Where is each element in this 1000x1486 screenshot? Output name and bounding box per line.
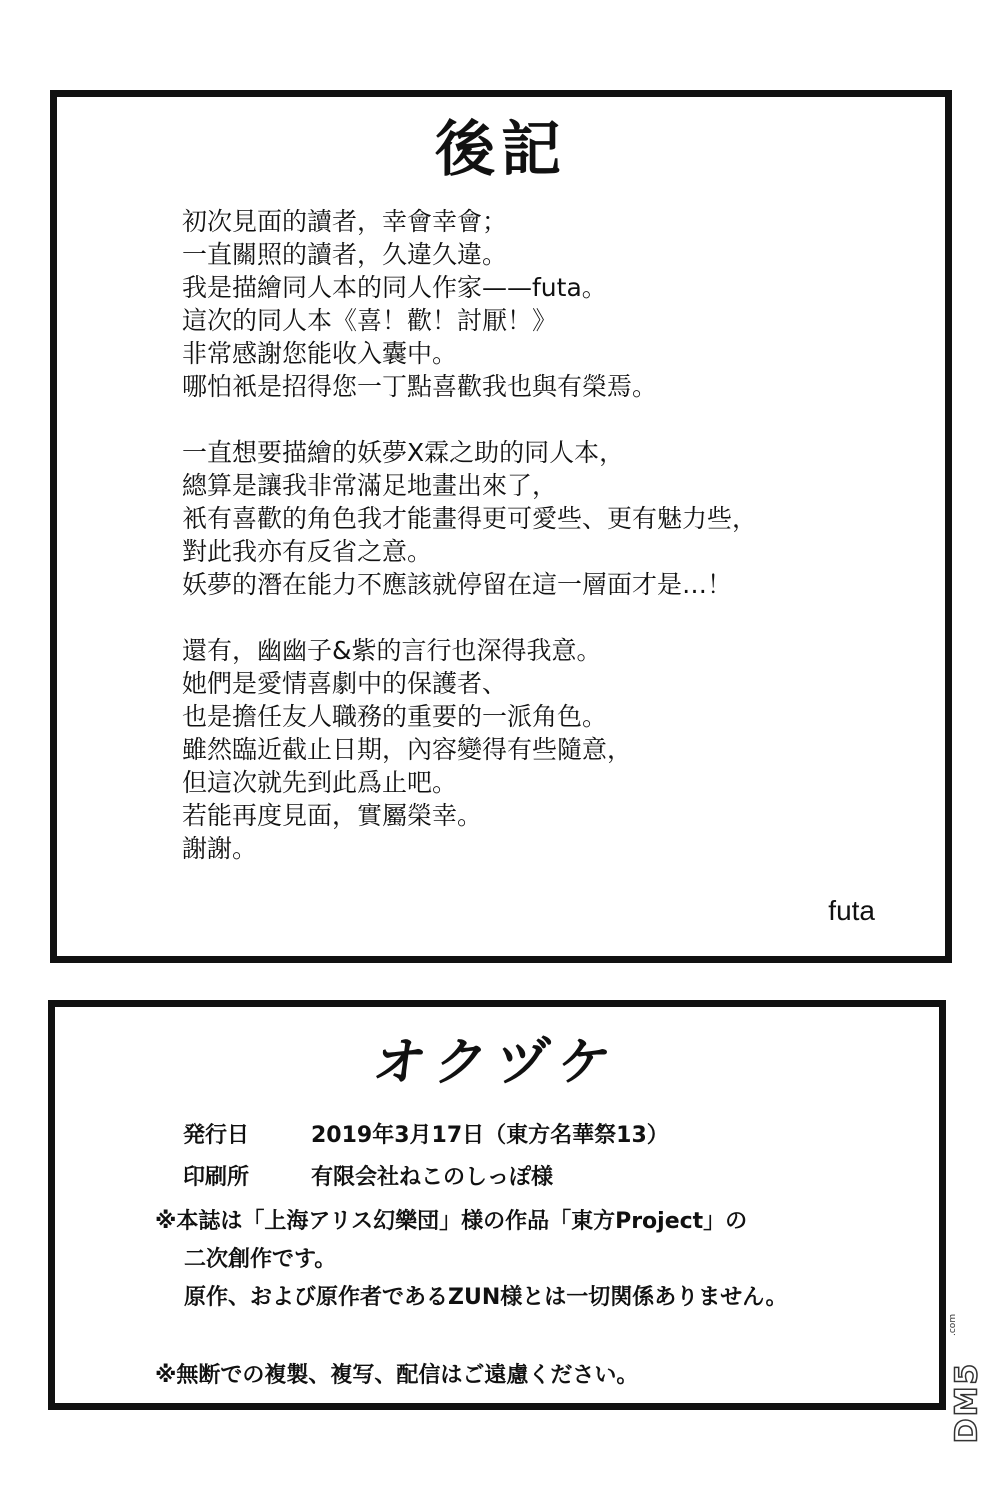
note-line: 二次創作です。 [184, 1247, 337, 1272]
text-line: 對此我亦有反省之意。 [182, 537, 433, 566]
disclaimer-notes [155, 1203, 895, 1395]
author-signature: futa [828, 895, 875, 926]
afterword-panel [50, 90, 952, 963]
afterword-paragraph-3 [182, 634, 882, 865]
text-line: 謝謝。 [182, 834, 258, 863]
info-label: 印刷所 [183, 1165, 250, 1190]
text-line: 哪怕衹是招得您一丁點喜歡我也與有榮焉。 [182, 372, 658, 401]
text-line: 非常感謝您能收入囊中。 [182, 339, 458, 368]
afterword-paragraph-1 [182, 205, 882, 403]
text-line: 衹有喜歡的角色我才能畫得更可愛些、更有魅力些， [182, 504, 758, 533]
text-line: 還有，幽幽子&紫的言行也深得我意。 [182, 636, 602, 665]
info-row-printer [183, 1157, 669, 1199]
text-line: 也是擔任友人職務的重要的一派角色。 [182, 702, 608, 731]
note-line: ※本誌は「上海アリス幻樂団」様の作品「東方Project」の [155, 1209, 748, 1234]
colophon-panel [48, 1000, 946, 1410]
watermark-domain: .com [948, 1313, 958, 1336]
text-line: 她們是愛情喜劇中的保護者、 [182, 669, 508, 698]
text-line: 我是描繪同人本的同人作家——futa。 [182, 273, 607, 302]
text-line: 一直關照的讀者，久違久違。 [182, 240, 508, 269]
no-reprint-notice: ※無断での複製、複写、配信はご遠慮ください。 [155, 1363, 639, 1388]
info-value: 有限会社ねこのしっぽ様 [311, 1165, 554, 1190]
watermark-text: DM5 [949, 1361, 985, 1444]
afterword-paragraph-2 [182, 436, 882, 601]
text-line: 但這次就先到此爲止吧。 [182, 768, 458, 797]
afterword-body [182, 205, 882, 865]
text-line: 妖夢的潛在能力不應該就停留在這一層面才是…！ [182, 570, 733, 599]
text-line: 雖然臨近截止日期，內容變得有些隨意， [182, 735, 633, 764]
text-line: 總算是讓我非常滿足地畫出來了， [182, 471, 558, 500]
info-row-publish-date [183, 1115, 669, 1157]
afterword-title: 後記 [435, 115, 567, 185]
note-line: 原作、および原作者であるZUN様とは一切関係ありません。 [184, 1285, 788, 1310]
publication-info [183, 1115, 669, 1199]
colophon-title: オクヅケ [369, 1033, 625, 1093]
text-line: 一直想要描繪的妖夢X霖之助的同人本， [182, 438, 625, 467]
info-label: 発行日 [183, 1123, 250, 1148]
text-line: 初次見面的讀者，幸會幸會； [182, 207, 508, 236]
site-watermark [944, 1330, 990, 1475]
text-line: 這次的同人本《喜！歡！討厭！》 [182, 306, 558, 335]
info-value: 2019年3月17日（東方名華祭13） [311, 1123, 669, 1148]
text-line: 若能再度見面，實屬榮幸。 [182, 801, 483, 830]
